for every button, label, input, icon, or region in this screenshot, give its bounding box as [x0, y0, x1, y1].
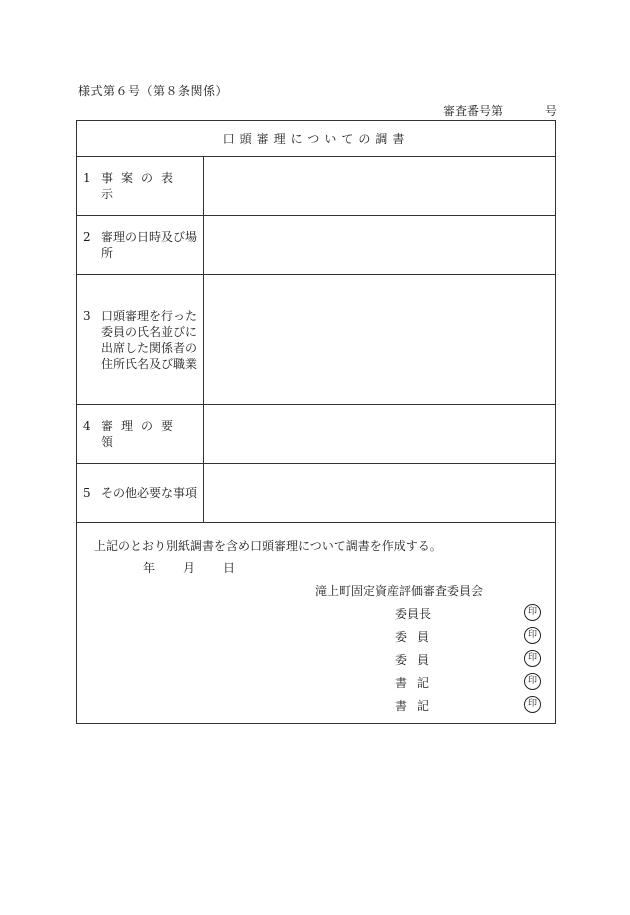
row-attendees [77, 275, 555, 405]
row-case-display [77, 157, 555, 216]
date-line [143, 559, 235, 576]
exam-number-field [443, 102, 557, 119]
row-number: 4 [83, 419, 91, 433]
seal-stamp-icon: 印 [524, 673, 541, 690]
seal-stamp-icon: 印 [524, 627, 541, 644]
row-label: その他必要な事項 [101, 486, 198, 500]
row-label-cell [77, 216, 204, 274]
signatory-role: 書記 [395, 699, 440, 713]
seal-stamp-icon: 印 [524, 650, 541, 667]
row-label: 口頭審理を行った 委員の氏名並びに 出席した関係者の 住所氏名及び職業 [101, 308, 198, 371]
signature-row-member [395, 650, 545, 668]
signatory-role: 委員 [395, 653, 440, 667]
row-value-cell[interactable] [204, 216, 555, 274]
row-number: 1 [83, 171, 91, 185]
row-number: 2 [83, 230, 91, 244]
signature-row-clerk [395, 673, 545, 691]
row-label-cell [77, 275, 204, 404]
row-number: 3 [83, 308, 91, 323]
attestation-statement: 上記のとおり別紙調書を含め口頭審理について調書を作成する。 [94, 539, 442, 553]
form-number-label: 様式第６号（第８条関係） [78, 84, 229, 98]
signatory-role: 委員 [395, 630, 440, 644]
row-value-cell[interactable] [204, 464, 555, 522]
hearing-record-form [76, 120, 556, 724]
row-label: 審理の要領 [101, 419, 182, 449]
date-year: 年 [143, 561, 156, 575]
date-day: 日 [223, 561, 236, 575]
signature-row-member [395, 627, 545, 645]
committee-name: 滝上町固定資産評価審査委員会 [315, 584, 484, 598]
row-other-matters [77, 464, 555, 523]
row-value-cell[interactable] [204, 405, 555, 463]
exam-number-prefix: 審査番号第 [443, 104, 504, 118]
row-hearing-summary [77, 405, 555, 464]
row-value-cell[interactable] [204, 275, 555, 404]
row-label-cell [77, 464, 204, 522]
attestation-section [77, 523, 555, 723]
date-month: 月 [183, 561, 196, 575]
signature-row-chair [395, 604, 545, 622]
signature-row-clerk [395, 696, 545, 714]
form-title: 口頭審理についての調書 [77, 121, 555, 157]
row-label: 審理の日時及び場 所 [101, 230, 198, 260]
signatory-role: 書記 [395, 676, 440, 690]
row-hearing-datetime-place [77, 216, 555, 275]
row-number: 5 [83, 486, 91, 500]
row-label-cell [77, 405, 204, 463]
exam-number-suffix: 号 [545, 104, 558, 118]
row-label-cell [77, 157, 204, 215]
signatory-role: 委員長 [395, 607, 432, 621]
seal-stamp-icon: 印 [524, 696, 541, 713]
row-value-cell[interactable] [204, 157, 555, 215]
row-label: 事案の表示 [101, 171, 182, 201]
seal-stamp-icon: 印 [524, 604, 541, 621]
